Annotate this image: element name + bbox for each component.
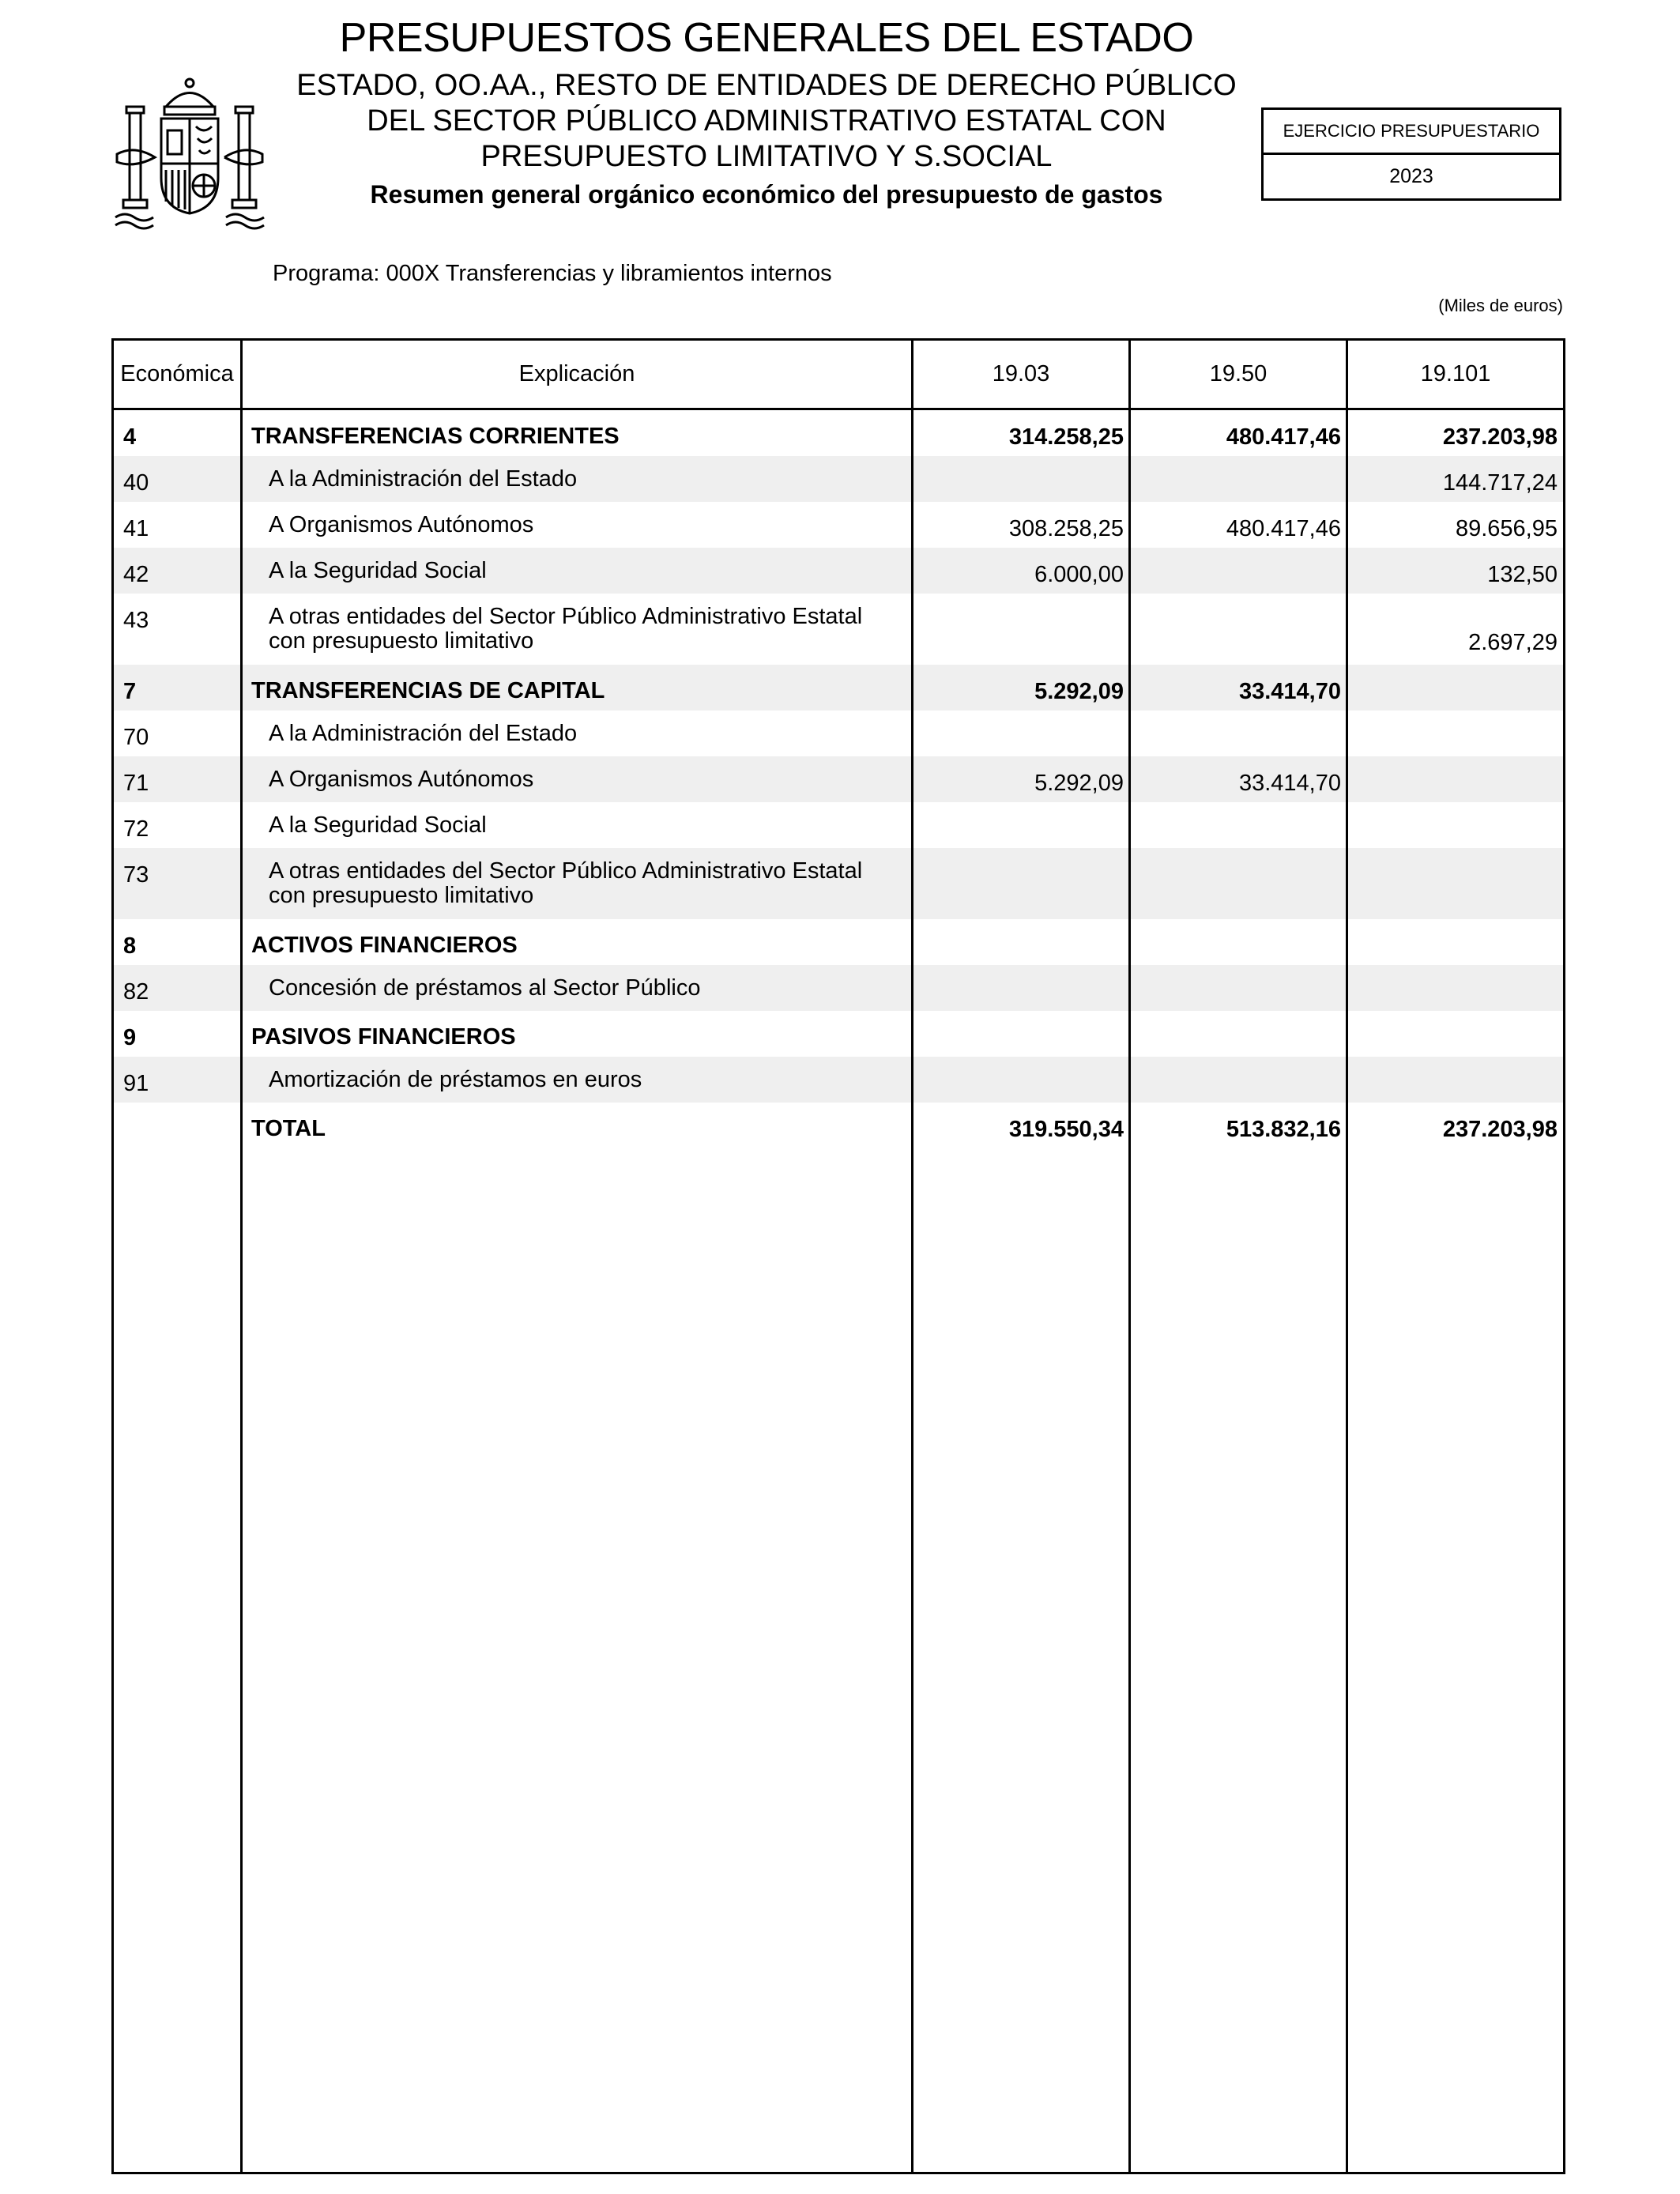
explanation-text: TRANSFERENCIAS CORRIENTES <box>251 424 620 449</box>
explanation-text-continued: con presupuesto limitativo <box>269 628 534 654</box>
explanation-text: A Organismos Autónomos <box>269 767 534 792</box>
document-title: PRESUPUESTOS GENERALES DEL ESTADO <box>339 15 1194 61</box>
explanation <box>251 933 518 958</box>
amount-19-50: 513.832,16 <box>1226 1117 1341 1142</box>
economic-code: 7 <box>123 679 137 704</box>
economic-code: 73 <box>123 862 149 888</box>
economic-code: 41 <box>123 516 149 541</box>
budget-table <box>111 338 1565 2174</box>
amount-19-03: 6.000,00 <box>1034 562 1124 587</box>
amount-19-50: 33.414,70 <box>1238 771 1341 796</box>
column-header-19-03: 19.03 <box>992 361 1050 386</box>
economic-code: 91 <box>123 1071 149 1096</box>
ejercicio-year: 2023 <box>1389 165 1433 187</box>
column-header-19-101: 19.101 <box>1420 361 1491 386</box>
amount-19-03: 319.550,34 <box>1008 1117 1124 1142</box>
amount-19-101: 144.717,24 <box>1442 470 1558 496</box>
explanation <box>269 467 577 492</box>
economic-code: 70 <box>123 725 149 750</box>
units-label: (Miles de euros) <box>1438 296 1563 315</box>
explanation <box>269 767 533 792</box>
explanation-text: TRANSFERENCIAS DE CAPITAL <box>251 678 605 703</box>
explanation-text: ACTIVOS FINANCIEROS <box>251 933 518 958</box>
explanation-text: A Organismos Autónomos <box>269 512 534 537</box>
economic-code: 82 <box>123 979 149 1005</box>
column-header-explicacion: Explicación <box>518 361 635 386</box>
column-header-economica: Económica <box>120 361 234 386</box>
economic-code: 40 <box>123 470 149 496</box>
amount-19-101: 132,50 <box>1487 562 1558 587</box>
subtitle-line-3: PRESUPUESTO LIMITATIVO Y S.SOCIAL <box>480 140 1053 173</box>
economic-code: 4 <box>123 424 137 450</box>
amount-19-03: 5.292,09 <box>1034 679 1124 704</box>
explanation-text: PASIVOS FINANCIEROS <box>251 1024 516 1050</box>
subtitle-line-2: DEL SECTOR PÚBLICO ADMINISTRATIVO ESTATAL CON <box>367 104 1166 138</box>
amount-19-03: 308.258,25 <box>1008 516 1124 541</box>
explanation <box>269 559 487 583</box>
subtitle-line-1: ESTADO, OO.AA., RESTO DE ENTIDADES DE DERECHO PÚBLICO <box>296 69 1237 102</box>
explanation <box>269 813 487 838</box>
economic-code: 8 <box>123 933 137 959</box>
amount-19-101: 237.203,98 <box>1442 1117 1558 1142</box>
report-name: Resumen general orgánico económico del presupuesto de gastos <box>370 180 1163 209</box>
programa-label: Programa: 000X Transferencias y libramientos internos <box>273 261 832 286</box>
economic-code: 72 <box>123 816 149 842</box>
explanation <box>251 1117 326 1141</box>
explanation-text: A otras entidades del Sector Público Administrativo Estatal <box>269 604 863 629</box>
column-divider <box>240 341 243 2172</box>
economic-code: 9 <box>123 1025 137 1050</box>
explanation <box>269 513 533 537</box>
explanation-text: A la Administración del Estado <box>269 466 578 492</box>
economic-code: 71 <box>123 771 149 796</box>
amount-19-101: 2.697,29 <box>1468 630 1558 655</box>
ejercicio-box <box>1261 107 1561 201</box>
explanation <box>269 722 577 746</box>
explanation-text: Concesión de préstamos al Sector Público <box>269 975 701 1001</box>
amount-19-03: 5.292,09 <box>1034 771 1124 796</box>
explanation <box>269 605 862 654</box>
explanation-text: A la Seguridad Social <box>269 558 487 583</box>
column-divider <box>911 341 913 2172</box>
amount-19-50: 480.417,46 <box>1226 516 1341 541</box>
explanation-text: A la Administración del Estado <box>269 721 578 746</box>
explanation-text: A otras entidades del Sector Público Administrativo Estatal <box>269 858 863 884</box>
explanation <box>251 679 605 703</box>
amount-19-101: 237.203,98 <box>1442 424 1558 450</box>
explanation <box>251 424 620 449</box>
explanation-text-continued: con presupuesto limitativo <box>269 883 534 908</box>
column-divider <box>1346 341 1348 2172</box>
economic-code: 43 <box>123 608 149 633</box>
explanation-text: TOTAL <box>251 1116 326 1141</box>
economic-code: 42 <box>123 562 149 587</box>
explanation <box>269 859 862 908</box>
explanation <box>251 1025 516 1050</box>
amount-19-50: 33.414,70 <box>1238 679 1341 704</box>
amount-19-101: 89.656,95 <box>1455 516 1558 541</box>
explanation <box>269 976 700 1001</box>
amount-19-50: 480.417,46 <box>1226 424 1341 450</box>
explanation <box>269 1068 642 1092</box>
column-header-19-50: 19.50 <box>1209 361 1268 386</box>
explanation-text: A la Seguridad Social <box>269 812 487 838</box>
column-divider <box>1128 341 1131 2172</box>
amount-19-03: 314.258,25 <box>1008 424 1124 450</box>
explanation-text: Amortización de préstamos en euros <box>269 1067 642 1092</box>
ejercicio-label: EJERCICIO PRESUPUESTARIO <box>1264 110 1559 155</box>
document-subtitle <box>237 68 1296 175</box>
